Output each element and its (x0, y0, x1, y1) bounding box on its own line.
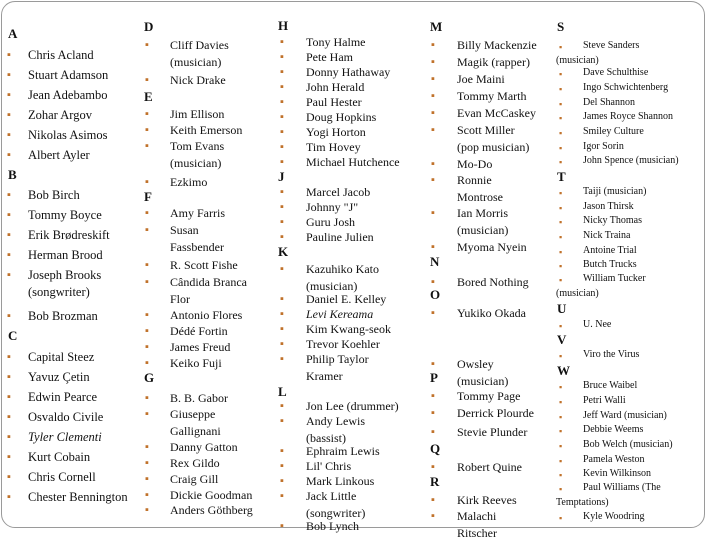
bullet-icon: ▪ (7, 310, 11, 323)
bullet-icon: ▪ (280, 338, 284, 351)
section-heading-d: D (144, 20, 153, 34)
list-item-craig-gill[interactable]: Craig Gill (170, 471, 218, 488)
list-item-paul-williams-the-line-2[interactable]: Temptations) (556, 496, 609, 511)
list-item-tommy-marth[interactable]: Tommy Marth (457, 88, 527, 105)
bullet-icon: ▪ (280, 96, 284, 109)
list-item-giuseppe-line-2[interactable]: Gallignani (170, 423, 221, 440)
list-item-stevie-plunder[interactable]: Stevie Plunder (457, 424, 527, 441)
list-item-yavuz-cetin[interactable]: Yavuz Çetin (28, 369, 90, 386)
section-heading-p: P (430, 371, 438, 385)
list-item-dickie-goodman[interactable]: Dickie Goodman (170, 487, 252, 504)
bullet-icon: ▪ (559, 41, 562, 54)
bullet-icon: ▪ (145, 392, 149, 405)
list-item-jean-adebambo[interactable]: Jean Adebambo (28, 87, 108, 104)
list-item-james-royce-shannon[interactable]: James Royce Shannon (583, 110, 673, 125)
list-item-malachi[interactable]: Malachi (457, 508, 496, 525)
list-item-myoma-nyein[interactable]: Myoma Nyein (457, 239, 527, 256)
bullet-icon: ▪ (7, 189, 11, 202)
list-item-philip-taylor-line-2[interactable]: Kramer (306, 368, 343, 385)
list-item-daniel-e-kelley[interactable]: Daniel E. Kelley (306, 291, 386, 308)
bullet-icon: ▪ (431, 307, 435, 320)
list-item-dave-schulthise[interactable]: Dave Schulthise (583, 66, 648, 81)
list-item-susan[interactable]: Susan (170, 222, 199, 239)
bullet-icon: ▪ (280, 156, 284, 169)
list-item-danny-gatton[interactable]: Danny Gatton (170, 439, 238, 456)
bullet-icon: ▪ (431, 73, 435, 86)
list-item-paul-hester[interactable]: Paul Hester (306, 94, 362, 111)
list-item-jeff-ward-musician[interactable]: Jeff Ward (musician) (583, 409, 667, 424)
list-item-cliff-davies-line-2[interactable]: (musician) (170, 54, 221, 71)
bullet-icon: ▪ (145, 124, 149, 137)
list-item-pete-ham[interactable]: Pete Ham (306, 49, 353, 66)
bullet-icon: ▪ (145, 441, 149, 454)
list-item-kirk-reeves[interactable]: Kirk Reeves (457, 492, 517, 509)
list-item-jack-little[interactable]: Jack Little (306, 488, 356, 505)
bullet-icon: ▪ (559, 142, 562, 155)
list-item-giuseppe[interactable]: Giuseppe (170, 406, 215, 423)
list-item-jim-ellison[interactable]: Jim Ellison (170, 106, 224, 123)
bullet-icon: ▪ (7, 129, 11, 142)
list-item-ronnie[interactable]: Ronnie (457, 172, 492, 189)
bullet-icon: ▪ (559, 512, 562, 525)
bullet-icon: ▪ (431, 124, 435, 137)
list-item-john-herald[interactable]: John Herald (306, 79, 364, 96)
bullet-icon: ▪ (431, 107, 435, 120)
list-item-taiji-musician[interactable]: Taiji (musician) (583, 185, 646, 200)
list-item-pauline-julien[interactable]: Pauline Julien (306, 229, 374, 246)
list-item-jon-lee-drummer[interactable]: Jon Lee (drummer) (306, 398, 399, 415)
bullet-icon: ▪ (431, 461, 435, 474)
bullet-icon: ▪ (280, 475, 284, 488)
list-item-kurt-cobain[interactable]: Kurt Cobain (28, 449, 90, 466)
list-item-owsley[interactable]: Owsley (457, 356, 494, 373)
list-item-kevin-wilkinson[interactable]: Kevin Wilkinson (583, 467, 651, 482)
list-item-ian-morris-line-2[interactable]: (musician) (457, 222, 508, 239)
list-item-kazuhiko-kato[interactable]: Kazuhiko Kato (306, 261, 379, 278)
list-item-tommy-page[interactable]: Tommy Page (457, 388, 521, 405)
list-item-tyler-clementi[interactable]: Tyler Clementi (28, 429, 102, 446)
list-item-ronnie-line-2[interactable]: Montrose (457, 189, 503, 206)
bullet-icon: ▪ (280, 323, 284, 336)
list-item-doug-hopkins[interactable]: Doug Hopkins (306, 109, 376, 126)
list-item-anders-gothberg[interactable]: Anders Göthberg (170, 502, 253, 519)
bullet-icon: ▪ (431, 494, 435, 507)
bullet-icon: ▪ (431, 241, 435, 254)
list-item-donny-hathaway[interactable]: Donny Hathaway (306, 64, 390, 81)
list-item-evan-mccaskey[interactable]: Evan McCaskey (457, 105, 536, 122)
list-item-owsley-line-2[interactable]: (musician) (457, 373, 508, 390)
list-item-andy-lewis-line-2[interactable]: (bassist) (306, 430, 346, 447)
bullet-icon: ▪ (7, 371, 11, 384)
bullet-icon: ▪ (145, 74, 149, 87)
bullet-icon: ▪ (280, 36, 284, 49)
list-item-edwin-pearce[interactable]: Edwin Pearce (28, 389, 97, 406)
bullet-icon: ▪ (431, 510, 435, 523)
list-item-keith-emerson[interactable]: Keith Emerson (170, 122, 242, 139)
section-heading-j: J (278, 170, 285, 184)
bullet-icon: ▪ (7, 49, 11, 62)
list-item-ezkimo[interactable]: Ezkimo (170, 174, 207, 191)
section-heading-n: N (430, 255, 439, 269)
bullet-icon: ▪ (280, 216, 284, 229)
list-item-tom-evans-line-2[interactable]: (musician) (170, 155, 221, 172)
bullet-icon: ▪ (559, 469, 562, 482)
list-item-keiko-fuji[interactable]: Keiko Fuji (170, 355, 222, 372)
section-heading-o: O (430, 288, 440, 302)
list-item-tony-halme[interactable]: Tony Halme (306, 34, 365, 51)
bullet-icon: ▪ (559, 127, 562, 140)
list-item-erik-br-dreskift[interactable]: Erik Brødreskift (28, 227, 110, 244)
list-item-chris-cornell[interactable]: Chris Cornell (28, 469, 96, 486)
bullet-icon: ▪ (280, 353, 284, 366)
list-item-chester-bennington[interactable]: Chester Bennington (28, 489, 128, 506)
bullet-icon: ▪ (7, 229, 11, 242)
bullet-icon: ▪ (280, 293, 284, 306)
bullet-icon: ▪ (145, 504, 149, 517)
list-item-bob-birch[interactable]: Bob Birch (28, 187, 80, 204)
list-item-tim-hovey[interactable]: Tim Hovey (306, 139, 361, 156)
bullet-icon: ▪ (145, 457, 149, 470)
bullet-icon: ▪ (7, 249, 11, 262)
list-item-lil-chris[interactable]: Lil' Chris (306, 458, 351, 475)
bullet-icon: ▪ (145, 224, 149, 237)
bullet-icon: ▪ (559, 68, 562, 81)
bullet-icon: ▪ (280, 263, 284, 276)
list-item-robert-quine[interactable]: Robert Quine (457, 459, 522, 476)
section-heading-q: Q (430, 442, 440, 456)
list-item-joseph-brooks[interactable]: Joseph Brooks (28, 267, 101, 284)
list-item-marcel-jacob[interactable]: Marcel Jacob (306, 184, 370, 201)
section-heading-w: W (557, 364, 570, 378)
list-item-nicky-thomas[interactable]: Nicky Thomas (583, 214, 642, 229)
list-item-johnny-j[interactable]: Johnny "J" (306, 199, 358, 216)
list-item-magik-rapper[interactable]: Magik (rapper) (457, 54, 530, 71)
list-item-michael-hutchence[interactable]: Michael Hutchence (306, 154, 400, 171)
list-item-herman-brood[interactable]: Herman Brood (28, 247, 103, 264)
bullet-icon: ▪ (280, 201, 284, 214)
bullet-icon: ▪ (7, 351, 11, 364)
section-heading-k: K (278, 245, 288, 259)
bullet-icon: ▪ (431, 158, 435, 171)
bullet-icon: ▪ (280, 141, 284, 154)
bullet-icon: ▪ (145, 140, 149, 153)
list-item-levi-kereama[interactable]: Levi Kereama (306, 306, 373, 323)
bullet-icon: ▪ (559, 112, 562, 125)
section-heading-b: B (8, 168, 17, 182)
bullet-icon: ▪ (559, 83, 562, 96)
list-item-william-tucker[interactable]: William Tucker (583, 272, 646, 287)
list-item-petri-walli[interactable]: Petri Walli (583, 394, 626, 409)
list-item-butch-trucks[interactable]: Butch Trucks (583, 258, 637, 273)
bullet-icon: ▪ (431, 426, 435, 439)
bullet-icon: ▪ (559, 187, 562, 200)
list-item-malachi-line-2[interactable]: Ritscher (457, 525, 497, 541)
bullet-icon: ▪ (145, 325, 149, 338)
bullet-icon: ▪ (559, 350, 562, 363)
list-item-tom-evans[interactable]: Tom Evans (170, 138, 224, 155)
bullet-icon: ▪ (559, 381, 562, 394)
list-item-mark-linkous[interactable]: Mark Linkous (306, 473, 374, 490)
bullet-icon: ▪ (559, 396, 562, 409)
bullet-icon: ▪ (559, 156, 562, 169)
section-heading-r: R (430, 475, 439, 489)
list-item-b-b-gabor[interactable]: B. B. Gabor (170, 390, 228, 407)
list-item-bruce-waibel[interactable]: Bruce Waibel (583, 379, 637, 394)
list-item-tommy-boyce[interactable]: Tommy Boyce (28, 207, 102, 224)
section-heading-v: V (557, 333, 566, 347)
list-item-ian-morris[interactable]: Ian Morris (457, 205, 508, 222)
list-item-joe-maini[interactable]: Joe Maini (457, 71, 505, 88)
list-item-pamela-weston[interactable]: Pamela Weston (583, 453, 645, 468)
list-item-ephraim-lewis[interactable]: Ephraim Lewis (306, 443, 380, 460)
bullet-icon: ▪ (145, 408, 149, 421)
list-item-bob-brozman[interactable]: Bob Brozman (28, 308, 98, 325)
bullet-icon: ▪ (145, 309, 149, 322)
list-item-bob-lynch[interactable]: Bob Lynch (306, 518, 359, 535)
list-item-antoine-trial[interactable]: Antoine Trial (583, 244, 637, 259)
bullet-icon: ▪ (280, 126, 284, 139)
list-item-amy-farris[interactable]: Amy Farris (170, 205, 225, 222)
bullet-icon: ▪ (145, 489, 149, 502)
list-item-yukiko-okada[interactable]: Yukiko Okada (457, 305, 526, 322)
bullet-icon: ▪ (145, 341, 149, 354)
list-item-bob-welch-musician[interactable]: Bob Welch (musician) (583, 438, 673, 453)
list-item-james-freud[interactable]: James Freud (170, 339, 230, 356)
list-item-nick-drake[interactable]: Nick Drake (170, 72, 226, 89)
bullet-icon: ▪ (145, 176, 149, 189)
list-item-jason-thirsk[interactable]: Jason Thirsk (583, 200, 634, 215)
list-item-scott-miller[interactable]: Scott Miller (457, 122, 515, 139)
bullet-icon: ▪ (280, 66, 284, 79)
bullet-icon: ▪ (7, 411, 11, 424)
bullet-icon: ▪ (145, 276, 149, 289)
list-item-candida-branca[interactable]: Cândida Branca (170, 274, 247, 291)
list-item-susan-line-2[interactable]: Fassbender (170, 239, 224, 256)
section-heading-g: G (144, 371, 154, 385)
list-item-scott-miller-line-2[interactable]: (pop musician) (457, 139, 529, 156)
bullet-icon: ▪ (145, 108, 149, 121)
bullet-icon: ▪ (7, 109, 11, 122)
bullet-icon: ▪ (145, 207, 149, 220)
section-heading-h: H (278, 19, 288, 33)
bullet-icon: ▪ (280, 186, 284, 199)
bullet-icon: ▪ (280, 111, 284, 124)
list-item-u-nee[interactable]: U. Nee (583, 318, 611, 333)
bullet-icon: ▪ (145, 259, 149, 272)
bullet-icon: ▪ (7, 471, 11, 484)
document-frame (1, 1, 705, 528)
bullet-icon: ▪ (559, 202, 562, 215)
bullet-icon: ▪ (559, 231, 562, 244)
bullet-icon: ▪ (280, 490, 284, 503)
section-heading-u: U (557, 302, 566, 316)
bullet-icon: ▪ (559, 246, 562, 259)
bullet-icon: ▪ (280, 460, 284, 473)
bullet-icon: ▪ (7, 451, 11, 464)
bullet-icon: ▪ (145, 473, 149, 486)
list-item-nikolas-asimos[interactable]: Nikolas Asimos (28, 127, 108, 144)
list-item-albert-ayler[interactable]: Albert Ayler (28, 147, 90, 164)
bullet-icon: ▪ (559, 274, 562, 287)
bullet-icon: ▪ (431, 358, 435, 371)
bullet-icon: ▪ (559, 216, 562, 229)
bullet-icon: ▪ (431, 56, 435, 69)
list-item-andy-lewis[interactable]: Andy Lewis (306, 413, 365, 430)
bullet-icon: ▪ (145, 357, 149, 370)
section-heading-l: L (278, 385, 287, 399)
bullet-icon: ▪ (280, 445, 284, 458)
bullet-icon: ▪ (431, 207, 435, 220)
section-heading-c: C (8, 329, 17, 343)
list-item-trevor-koehler[interactable]: Trevor Koehler (306, 336, 380, 353)
bullet-icon: ▪ (280, 231, 284, 244)
list-item-paul-williams-the[interactable]: Paul Williams (The (583, 481, 661, 496)
section-heading-m: M (430, 20, 442, 34)
bullet-icon: ▪ (7, 149, 11, 162)
bullet-icon: ▪ (559, 411, 562, 424)
list-item-guru-josh[interactable]: Guru Josh (306, 214, 355, 231)
bullet-icon: ▪ (145, 39, 149, 52)
list-item-yogi-horton[interactable]: Yogi Horton (306, 124, 366, 141)
list-item-steve-sanders[interactable]: Steve Sanders (583, 39, 639, 54)
bullet-icon: ▪ (559, 98, 562, 111)
list-item-cliff-davies[interactable]: Cliff Davies (170, 37, 229, 54)
bullet-icon: ▪ (559, 260, 562, 273)
bullet-icon: ▪ (280, 415, 284, 428)
list-item-kim-kwang-seok[interactable]: Kim Kwang-seok (306, 321, 391, 338)
list-item-philip-taylor[interactable]: Philip Taylor (306, 351, 369, 368)
bullet-icon: ▪ (559, 320, 562, 333)
bullet-icon: ▪ (559, 425, 562, 438)
bullet-icon: ▪ (559, 483, 562, 496)
list-item-chris-acland[interactable]: Chris Acland (28, 47, 94, 64)
bullet-icon: ▪ (431, 276, 435, 289)
list-item-smiley-culture[interactable]: Smiley Culture (583, 125, 644, 140)
list-item-igor-sorin[interactable]: Igor Sorin (583, 140, 624, 155)
list-item-ingo-schwichtenberg[interactable]: Ingo Schwichtenberg (583, 81, 668, 96)
list-item-debbie-weems[interactable]: Debbie Weems (583, 423, 643, 438)
section-heading-e: E (144, 90, 153, 104)
bullet-icon: ▪ (559, 455, 562, 468)
list-item-bored-nothing[interactable]: Bored Nothing (457, 274, 529, 291)
bullet-icon: ▪ (280, 51, 284, 64)
list-item-stuart-adamson[interactable]: Stuart Adamson (28, 67, 108, 84)
section-heading-a: A (8, 27, 17, 41)
list-item-del-shannon[interactable]: Del Shannon (583, 96, 635, 111)
list-item-nick-traina[interactable]: Nick Traina (583, 229, 631, 244)
section-heading-s: S (557, 20, 564, 34)
bullet-icon: ▪ (7, 431, 11, 444)
list-item-mo-do[interactable]: Mo-Do (457, 156, 492, 173)
list-item-rex-gildo[interactable]: Rex Gildo (170, 455, 220, 472)
bullet-icon: ▪ (431, 390, 435, 403)
bullet-icon: ▪ (7, 69, 11, 82)
bullet-icon: ▪ (431, 39, 435, 52)
list-item-jack-little-line-2[interactable]: (songwriter) (306, 505, 365, 522)
list-item-antonio-flores[interactable]: Antonio Flores (170, 307, 242, 324)
bullet-icon: ▪ (431, 90, 435, 103)
list-item-billy-mackenzie[interactable]: Billy Mackenzie (457, 37, 537, 54)
bullet-icon: ▪ (7, 269, 11, 282)
bullet-icon: ▪ (280, 400, 284, 413)
section-heading-f: F (144, 190, 152, 204)
list-item-kyle-woodring[interactable]: Kyle Woodring (583, 510, 645, 525)
list-item-osvaldo-civile[interactable]: Osvaldo Civile (28, 409, 103, 426)
list-item-kazuhiko-kato-line-2[interactable]: (musician) (306, 278, 357, 295)
bullet-icon: ▪ (280, 81, 284, 94)
bullet-icon: ▪ (280, 520, 284, 533)
list-item-steve-sanders-line-2[interactable]: (musician) (556, 54, 599, 69)
list-item-dede-fortin[interactable]: Dédé Fortin (170, 323, 228, 340)
bullet-icon: ▪ (7, 209, 11, 222)
bullet-icon: ▪ (280, 308, 284, 321)
bullet-icon: ▪ (7, 89, 11, 102)
list-item-zohar-argov[interactable]: Zohar Argov (28, 107, 92, 124)
bullet-icon: ▪ (559, 440, 562, 453)
list-item-capital-steez[interactable]: Capital Steez (28, 349, 94, 366)
bullet-icon: ▪ (7, 491, 11, 504)
list-item-r-scott-fishe[interactable]: R. Scott Fishe (170, 257, 238, 274)
list-item-candida-branca-line-2[interactable]: Flor (170, 291, 190, 308)
list-item-viro-the-virus[interactable]: Viro the Virus (583, 348, 639, 363)
bullet-icon: ▪ (431, 174, 435, 187)
bullet-icon: ▪ (7, 391, 11, 404)
list-item-joseph-brooks-line-2[interactable]: (songwriter) (28, 284, 90, 301)
list-item-derrick-plourde[interactable]: Derrick Plourde (457, 405, 534, 422)
list-item-john-spence-musician[interactable]: John Spence (musician) (583, 154, 679, 169)
bullet-icon: ▪ (431, 407, 435, 420)
section-heading-t: T (557, 170, 566, 184)
list-item-william-tucker-line-2[interactable]: (musician) (556, 287, 599, 302)
